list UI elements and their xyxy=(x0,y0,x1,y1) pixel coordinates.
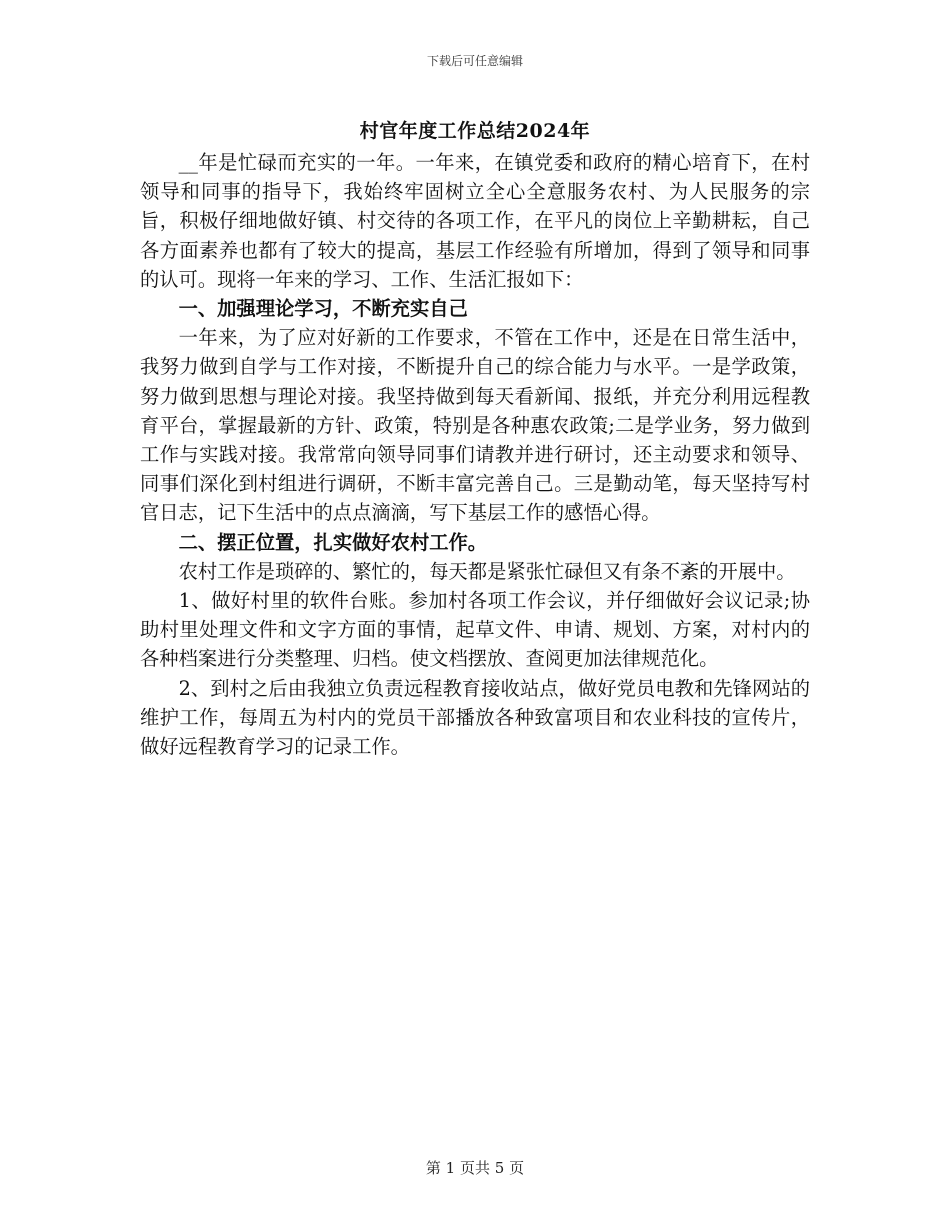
section2-heading: 二、摆正位置，扎实做好农村工作。 xyxy=(178,530,488,554)
section2-item2-paragraph: 2、到村之后由我独立负责远程教育接收站点，做好党员电教和先锋网站的维护工作，每周五为村内的党员干部播放各种致富项目和农业科技的宣传片，做好远程教育学习的记录工作。 xyxy=(140,676,810,759)
header-note: 下载后可任意编辑 xyxy=(426,54,523,68)
section1-heading: 一、加强理论学习，不断充实自己 xyxy=(178,297,468,321)
section1-paragraph: 一年来，为了应对好新的工作要求，不管在工作中，还是在日常生活中，我努力做到自学与工作对接，不断提升自己的综合能力与水平。一是学政策，努力做到思想与理论对接。我坚持做到每天看新闻、报纸，并充分利用远程教育平台，掌握最新的方针、政策，特别是各种惠农政策;二是学业务，努力做到工作与实践对接。我常常向领导同事们请教并进行研讨，还主动要求和领导、同事们深化到村组进行调研，不断丰富完善自己。三是勤动笔，每天坚持写村官日志，记下生活中的点点滴滴，写下基层工作的感悟心得。 xyxy=(140,326,810,525)
page-number: 第 1 页共 5 页 xyxy=(425,1159,525,1177)
section2-item1-paragraph: 1、做好村里的软件台账。参加村各项工作会议，并仔细做好会议记录;协助村里处理文件和文字方面的事情，起草文件、申请、规划、方案，对村内的各种档案进行分类整理、归档。使文档摆放、查阅更加法律规范化。 xyxy=(140,589,810,671)
document-body xyxy=(140,148,810,761)
intro-paragraph: __年是忙碌而充实的一年。一年来，在镇党委和政府的精心培育下，在村领导和同事的指导下，我始终牢固树立全心全意服务农村、为人民服务的宗旨，积极仔细地做好镇、村交待的各项工作，在平凡的岗位上辛勤耕耘，自己各方面素养也都有了较大的提高，基层工作经验有所增加，得到了领导和同事的认可。现将一年来的学习、工作、生活汇报如下： xyxy=(140,151,810,291)
page-title: 村官年度工作总结2024年 xyxy=(359,120,591,142)
section2-intro-paragraph: 农村工作是琐碎的、繁忙的，每天都是紧张忙碌但又有条不紊的开展中。 xyxy=(178,559,796,583)
